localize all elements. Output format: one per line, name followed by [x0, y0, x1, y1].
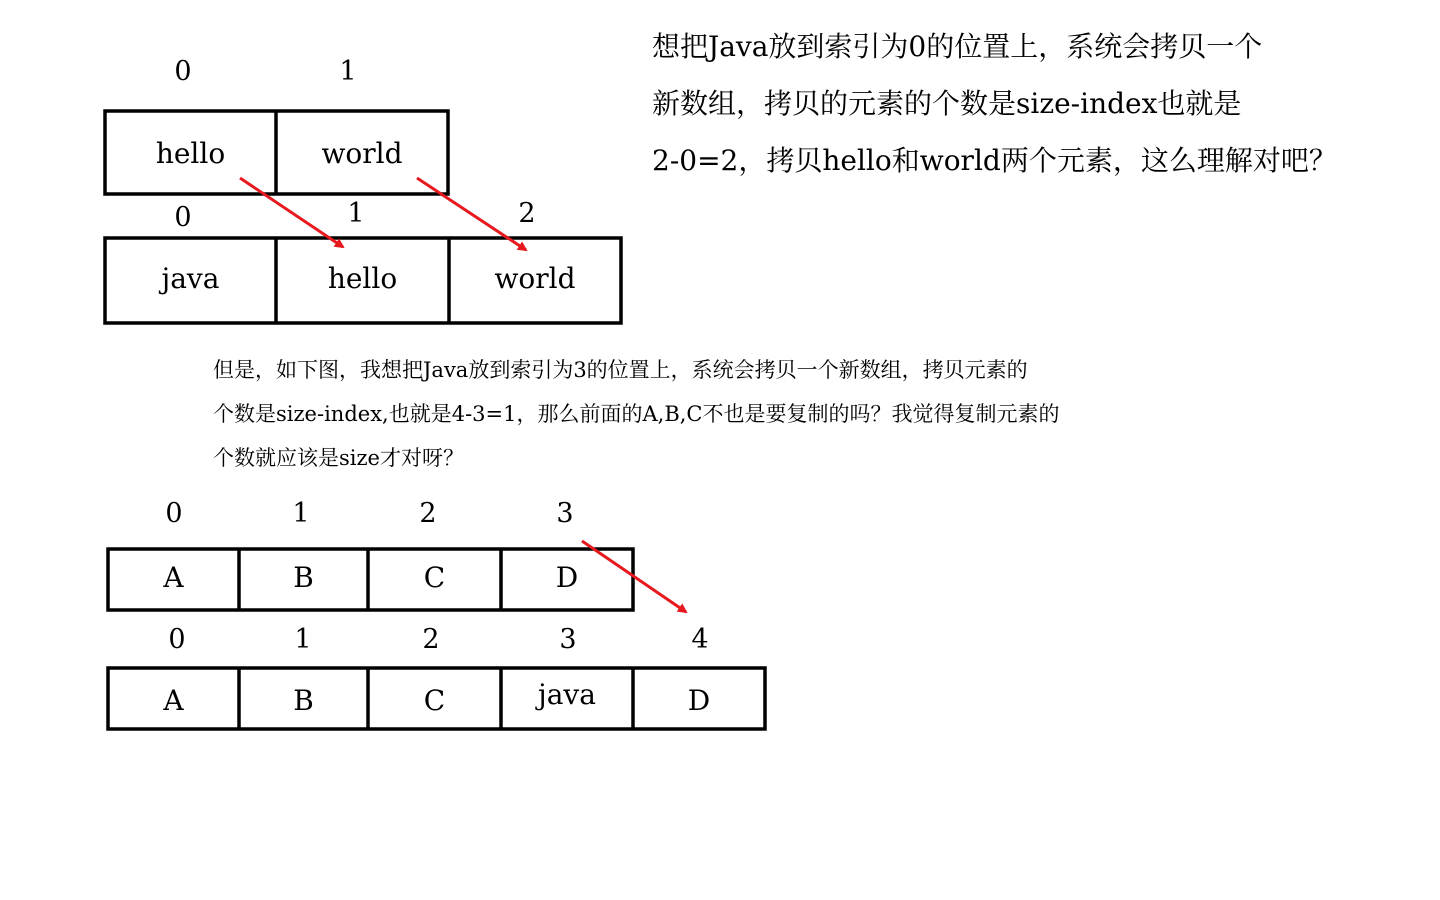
- array-index-label: 3: [556, 498, 574, 529]
- array-index-label: 1: [347, 198, 365, 229]
- array-index-label: 1: [339, 56, 357, 87]
- array-cell: world: [494, 262, 576, 295]
- array-index-label: 0: [168, 624, 186, 655]
- question-line: 但是，如下图，我想把Java放到索引为3的位置上，系统会拷贝一个新数组，拷贝元素的: [213, 358, 1028, 382]
- array-index-label: 0: [165, 498, 183, 529]
- question-line: 2-0=2，拷贝hello和world两个元素，这么理解对吧？: [652, 144, 1337, 177]
- array-index-label: 2: [419, 498, 437, 529]
- array-cell: D: [687, 684, 711, 717]
- array-cell: A: [163, 684, 184, 717]
- array-index-label: 1: [294, 624, 312, 655]
- array-index-label: 3: [559, 624, 577, 655]
- array-cell: hello: [327, 262, 398, 295]
- question-line: 个数是size-index,也就是4-3=1，那么前面的A,B,C不也是要复制的吗？我觉得复制元素的: [213, 402, 1060, 426]
- array-cell: D: [555, 561, 579, 594]
- array-cell: A: [163, 561, 184, 594]
- array-cell: java: [538, 678, 596, 711]
- array-index-label: 1: [292, 498, 310, 529]
- array-index-label: 0: [174, 56, 192, 87]
- array-index-label: 4: [691, 624, 709, 655]
- array-cell: C: [423, 561, 446, 594]
- question-line: 想把Java放到索引为0的位置上，系统会拷贝一个: [652, 30, 1263, 63]
- array-index-label: 2: [422, 624, 440, 655]
- array-cell: B: [293, 561, 314, 594]
- array-index-label: 2: [518, 198, 536, 229]
- array-cell: world: [321, 137, 403, 170]
- question-line: 个数就应该是size才对呀？: [213, 446, 464, 470]
- array-cell: hello: [155, 137, 226, 170]
- array-cell: B: [293, 684, 314, 717]
- question-line: 新数组，拷贝的元素的个数是size-index也就是: [652, 87, 1242, 120]
- array-cell: C: [423, 684, 446, 717]
- array-cell: java: [161, 262, 220, 295]
- array-index-label: 0: [174, 202, 192, 233]
